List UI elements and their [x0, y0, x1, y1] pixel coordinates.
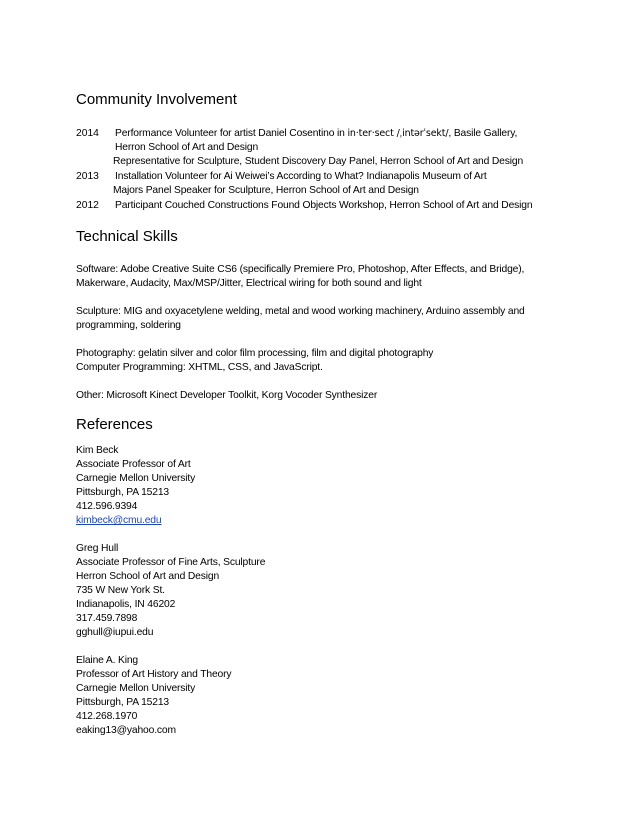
community-heading: Community Involvement [76, 91, 237, 108]
photography-skills: Photography: gelatin silver and color film processing, film and digital photography [76, 348, 434, 359]
community-year: 2012 [76, 200, 99, 211]
reference-address: Indianapolis, IN 46202 [76, 599, 176, 610]
programming-skills: Computer Programming: XHTML, CSS, and JavaScript. [76, 362, 323, 373]
reference-title: Professor of Art History and Theory [76, 669, 232, 680]
sculpture-skills: Sculpture: MIG and oxyacetylene welding, metal and wood working machinery, Arduino assembly and [76, 306, 525, 317]
reference-phone: 317.459.7898 [76, 613, 138, 624]
sculpture-skills: programming, soldering [76, 320, 181, 331]
reference-name: Elaine A. King [76, 655, 139, 666]
reference-address: Pittsburgh, PA 15213 [76, 487, 169, 498]
reference-name: Greg Hull [76, 543, 119, 554]
community-entry-text: Performance Volunteer for artist Daniel Cosentino in [115, 128, 348, 139]
reference-title: Associate Professor of Art [76, 459, 191, 470]
reference-org: Carnegie Mellon University [76, 473, 196, 484]
reference-phone: 412.596.9394 [76, 501, 138, 512]
reference-address: Pittsburgh, PA 15213 [76, 697, 169, 708]
community-entry-line: Representative for Sculpture, Student Discovery Day Panel, Herron School of Art and Design [113, 156, 524, 167]
technical-heading: Technical Skills [76, 228, 178, 245]
community-year: 2014 [76, 128, 99, 139]
reference-address: 735 W New York St. [76, 585, 165, 596]
community-entry-line: Herron School of Art and Design [115, 142, 259, 153]
reference-email: eaking13@yahoo.com [76, 725, 176, 736]
reference-title: Associate Professor of Fine Arts, Sculpture [76, 557, 266, 568]
community-entry-text: , Basile Gallery, [448, 128, 518, 139]
community-entry-line: Installation Volunteer for Ai Weiwei’s According to What? Indianapolis Museum of Art [115, 171, 487, 182]
reference-org: Herron School of Art and Design [76, 571, 220, 582]
software-skills: Makerware, Audacity, Max/MSP/Jitter, Electrical wiring for both sound and light [76, 278, 422, 289]
reference-phone: 412.268.1970 [76, 711, 138, 722]
reference-email-link[interactable]: kimbeck@cmu.edu [76, 515, 162, 526]
reference-email: gghull@iupui.edu [76, 627, 154, 638]
reference-org: Carnegie Mellon University [76, 683, 196, 694]
community-entry-line: Participant Couched Constructions Found Objects Workshop, Herron School of Art and Design [115, 200, 533, 211]
references-heading: References [76, 416, 153, 433]
other-skills: Other: Microsoft Kinect Developer Toolkit, Korg Vocoder Synthesizer [76, 390, 378, 401]
pronunciation-text: in·ter·sect /ˌintərˈsekt/ [347, 128, 449, 139]
software-skills: Software: Adobe Creative Suite CS6 (specifically Premiere Pro, Photoshop, After Effects, and Bridge), [76, 264, 525, 275]
reference-name: Kim Beck [76, 445, 119, 456]
community-entry-line: Majors Panel Speaker for Sculpture, Herron School of Art and Design [113, 185, 419, 196]
community-entry-line [115, 127, 517, 141]
community-year: 2013 [76, 171, 99, 182]
